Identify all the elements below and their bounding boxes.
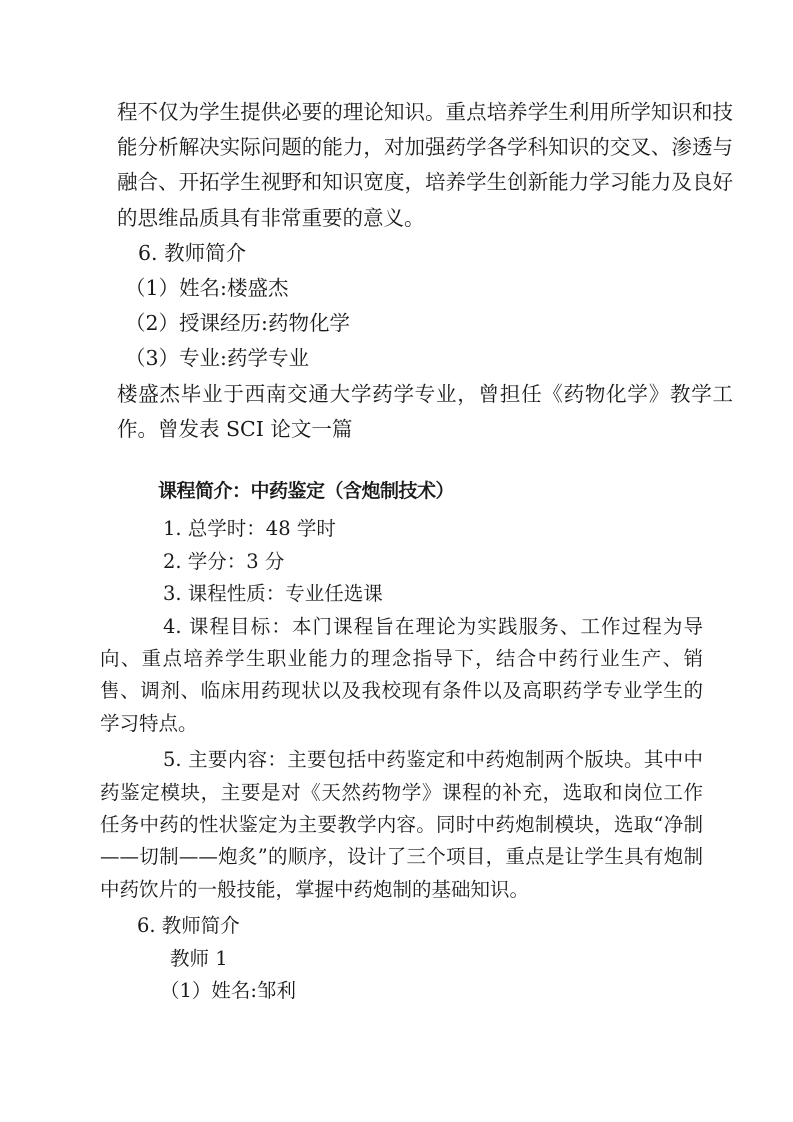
teacher-name-line: （1）姓名:邹利	[160, 979, 296, 1003]
teacher-name-line: （1）姓名:楼盛杰	[125, 276, 289, 301]
main-content-paragraph: 5. 主要内容：主要包括中药鉴定和中药炮制两个版块。其中中药鉴定模块，主要是对《天然药物学》课程的补充，选取和岗位工作任务中药的性状鉴定为主要教学内容。同时中药炮制模块，选取“净制——切制——炮炙”的顺序，设计了三个项目，重点是让学生具有炮制中药饮片的一般技能，掌握中药炮制的基础知识。	[100, 748, 703, 901]
section-prev-course	[117, 95, 733, 447]
course-nature-line: 3. 课程性质：专业任选课	[163, 582, 383, 606]
teacher-bio-paragraph: 楼盛杰毕业于西南交通大学药学专业，曾担任《药物化学》教学工作。曾发表 SCI 论文一篇	[117, 381, 733, 441]
teacher-intro-heading: 6. 教师简介	[138, 240, 247, 265]
teacher-number-label: 教师 1	[170, 946, 228, 970]
section-tcm-course	[100, 475, 703, 1008]
teacher-major-line: （3）专业:药学专业	[125, 346, 309, 371]
credits-line: 2. 学分：3 分	[163, 549, 285, 573]
total-hours-line: 1. 总学时：48 学时	[163, 517, 336, 541]
course-objectives-paragraph: 4. 课程目标：本门课程旨在理论为实践服务、工作过程为导向、重点培养学生职业能力的理念指导下，结合中药行业生产、销售、调剂、临床用药现状以及我校现有条件以及高职药学专业学生的学习特点。	[100, 614, 703, 735]
course-significance-paragraph: 程不仅为学生提供必要的理论知识。重点培养学生利用所学知识和技能分析解决实际问题的能力，对加强药学各学科知识的交叉、渗透与融合、开拓学生视野和知识宽度，培养学生创新能力学习能力及良好的思维品质具有非常重要的意义。	[117, 100, 733, 230]
course-title: 课程简介：中药鉴定（含炮制技术）	[158, 480, 455, 502]
teacher-intro-heading: 6. 教师简介	[137, 914, 240, 938]
teacher-experience-line: （2）授课经历:药物化学	[125, 311, 350, 336]
